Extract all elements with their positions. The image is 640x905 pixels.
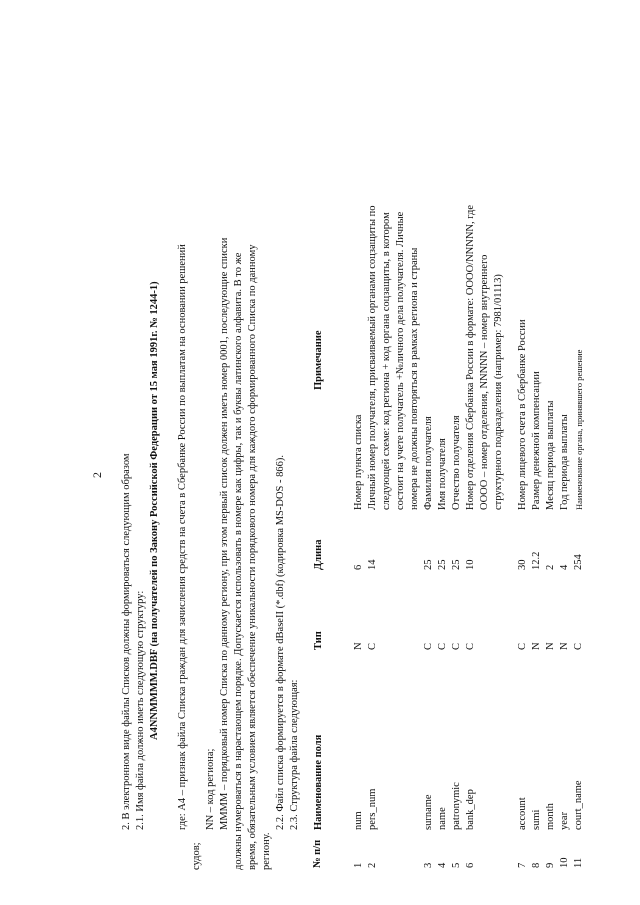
row-num: 8 [531,862,542,868]
row-type: C [423,642,434,650]
row-type: C [465,642,476,650]
row-field-name: account [517,797,528,830]
row-field-name: surname [423,794,434,830]
row-length: 25 [451,559,462,570]
row-num: 11 [573,857,584,868]
row-length: 25 [437,559,448,570]
row-note-line: Размер денежной компенсации [531,371,542,510]
row-type: C [573,642,584,650]
row-length: 25 [423,559,434,570]
row-note-line: Номер отделения Сбербанка России в формате: OOOO/NNNNN, где [465,204,476,510]
row-note-line: Номер лицевого счета в Сбербанке России [517,319,528,510]
row-num: 6 [465,862,476,868]
row-note-line: структурного подразделения (например: 7981/01113) [493,274,504,510]
text-line-10: региону. [261,832,272,870]
row-type: N [531,642,542,650]
text-line-6: NN – код региона; [205,748,216,830]
row-field-name: name [437,807,448,830]
header-length: Длина [313,539,324,570]
row-type: C [367,642,378,650]
row-note-line: Наименование органа, принявшего решение [574,349,584,510]
row-num: 9 [545,862,556,868]
row-type: N [559,642,570,650]
row-note-line: Отчество получателя [451,415,462,510]
row-field-name: bank_dep [465,789,476,830]
row-note-line: Фамилия получателя [423,416,434,510]
row-field-name: year [559,811,570,830]
text-line-8: должны нумероваться в нарастающем порядке. Допускается использовать в номере как цифры, так и буквы латинского алфавита. В то же [233,252,244,870]
page-number: 2 [90,472,104,478]
row-num: 2 [367,862,378,868]
file-name-heading: A4NNMMMM.DBF (на получателей по Закону Российской Федерации от 15 мая 1991г. № 1244-1) [149,281,160,740]
header-num: № п/п [312,839,323,868]
row-note-line: Месяц периода выплаты [545,400,556,510]
row-length: 30 [517,559,528,570]
row-field-name: patronymic [451,782,462,830]
row-type: C [517,642,528,650]
row-type: N [353,642,364,650]
row-field-name: court_name [573,780,584,830]
header-name: Наименование поля [313,734,324,830]
row-note-line: следующей схеме: код региона + код органа соцзащиты, в котором [381,212,392,510]
text-line-4: где: A4 – признак файла Списка граждан для зачисления средств на счета в Сбербанке России по выплатам на основании решений [177,244,188,830]
row-num: 7 [517,862,528,868]
row-length: 254 [573,554,584,570]
row-note-line: Номер пункта списка [353,414,364,510]
text-line-5: судов; [191,842,202,870]
text-line-11: 2.2. Файл списка формируется в формате dBaseII (*.dbf) (кодировка MS-DOS - 866). [275,454,286,830]
row-note-line: Личный номер получателя, присваиваемый органами соцзащиты по [367,205,378,510]
row-note-line: Год периода выплаты [559,414,570,510]
row-note-line: OOOO – номер отделения, NNNNN – номер внутреннего [479,254,490,510]
row-num: 4 [437,862,448,868]
row-num: 1 [353,862,364,868]
row-field-name: num [353,811,364,830]
row-field-name: month [545,803,556,830]
header-type: Тип [313,631,324,650]
row-length: 12.2 [531,551,542,570]
row-length: 10 [465,559,476,570]
row-num: 10 [559,857,570,868]
rotated-content [90,70,584,870]
row-type: N [545,642,556,650]
row-num: 5 [451,862,462,868]
text-line-7: MMMM – порядковый номер Списка по данному региону, при этом первый список должен иметь номер 0001, последующие списки [219,237,230,830]
row-length: 2 [545,564,556,570]
row-num: 3 [423,862,434,868]
row-note-line: номера не должны повторяться в рамках региона и страны [409,247,420,510]
text-line-9: время, обязательным условием является обеспечение уникальности порядкового номера для каждого сформированного Списка по данному [247,244,258,870]
row-type: C [451,642,462,650]
row-note-line: Имя получателя [437,438,448,510]
text-line-1: 2. В электронном виде файлы Списков должны формироваться следующим образом [121,453,132,830]
row-field-name: sumi [531,809,542,830]
text-line-12: 2.3. Структура файла следующая: [289,679,300,830]
header-note: Примечание [313,330,324,390]
row-length: 4 [559,564,570,570]
row-field-name: pers_num [367,788,378,830]
row-length: 6 [353,564,364,570]
row-type: C [437,642,448,650]
row-note-line: состоит на учете получатель +№личного дела получателя. Личные [395,211,406,510]
row-length: 14 [367,559,378,570]
text-line-2: 2.1. Имя файла должно иметь следующую структуру: [135,590,146,830]
